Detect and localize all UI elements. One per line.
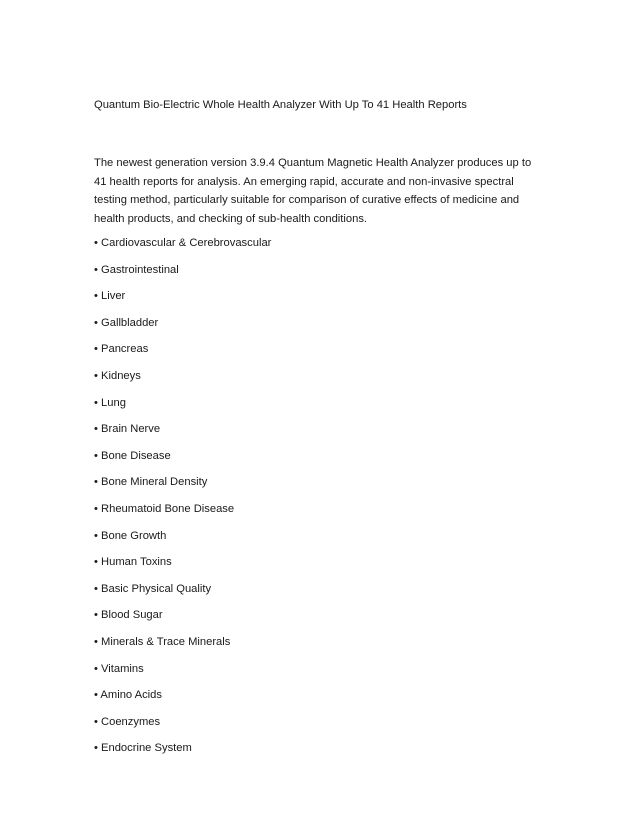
list-item-label: Lung	[101, 396, 126, 409]
list-item	[94, 341, 534, 368]
list-item	[94, 581, 534, 608]
health-report-list	[94, 235, 534, 767]
document-body	[94, 97, 534, 767]
list-item-label: Bone Mineral Density	[101, 476, 208, 489]
list-item	[94, 421, 534, 448]
list-item-label: Brain Nerve	[101, 423, 161, 436]
document-title: Quantum Bio-Electric Whole Health Analyzer With Up To 41 Health Reports	[94, 99, 467, 111]
list-item-label: Basic Physical Quality	[101, 582, 212, 595]
list-item	[94, 501, 534, 528]
bullet-mark: •	[94, 449, 98, 462]
list-item-label: Cardiovascular & Cerebrovascular	[101, 237, 272, 249]
list-item	[94, 661, 534, 688]
list-item-label: Vitamins	[101, 662, 144, 675]
bullet-mark: •	[94, 263, 98, 276]
bullet-mark: •	[94, 369, 98, 382]
list-item-label: Bone Growth	[101, 529, 167, 542]
list-item	[94, 474, 534, 501]
list-item	[94, 554, 534, 581]
bullet-mark: •	[94, 476, 98, 489]
bullet-mark: •	[94, 635, 98, 648]
bullet-mark: •	[94, 662, 98, 675]
list-item-label: Human Toxins	[101, 556, 172, 569]
list-item-label: Endocrine System	[101, 742, 192, 755]
list-item-label: Minerals & Trace Minerals	[101, 635, 231, 648]
list-item	[94, 528, 534, 555]
list-item	[94, 607, 534, 634]
list-item	[94, 448, 534, 475]
bullet-mark: •	[94, 582, 98, 595]
list-item	[94, 262, 534, 289]
list-item-label: Amino Acids	[100, 689, 162, 702]
list-item	[94, 368, 534, 395]
list-item	[94, 740, 534, 767]
list-item-label: Liver	[101, 290, 126, 303]
bullet-mark: •	[94, 290, 98, 303]
list-item-label: Blood Sugar	[101, 609, 163, 622]
list-item	[94, 395, 534, 422]
bullet-mark: •	[94, 343, 98, 356]
bullet-mark: •	[94, 237, 98, 249]
bullet-mark: •	[94, 316, 98, 329]
bullet-mark: •	[94, 715, 98, 728]
bullet-mark: •	[94, 502, 98, 515]
list-item-label: Bone Disease	[101, 449, 171, 462]
list-item	[94, 634, 534, 661]
list-item-label: Pancreas	[101, 343, 149, 356]
list-item	[94, 687, 534, 714]
bullet-mark: •	[94, 529, 98, 542]
bullet-mark: •	[94, 396, 98, 409]
list-item	[94, 235, 534, 262]
list-item	[94, 714, 534, 741]
list-item-label: Gastrointestinal	[101, 263, 179, 276]
list-item-label: Gallbladder	[101, 316, 159, 329]
bullet-mark: •	[94, 423, 98, 436]
list-item	[94, 288, 534, 315]
list-item-label: Kidneys	[101, 369, 141, 382]
list-item-label: Coenzymes	[101, 715, 161, 728]
intro-paragraph: The newest generation version 3.9.4 Quantum Magnetic Health Analyzer produces up to 41 health reports for analysis. An emerging rapid, accurate and non-invasive spectral testing method, particularly suitable for comparison of curative effects of medicine and health products, and checking of sub-health conditions.	[94, 157, 532, 225]
list-item	[94, 315, 534, 342]
bullet-mark: •	[94, 609, 98, 622]
bullet-mark: •	[94, 556, 98, 569]
bullet-mark: •	[94, 689, 98, 702]
bullet-mark: •	[94, 742, 98, 755]
list-item-label: Rheumatoid Bone Disease	[101, 502, 235, 515]
